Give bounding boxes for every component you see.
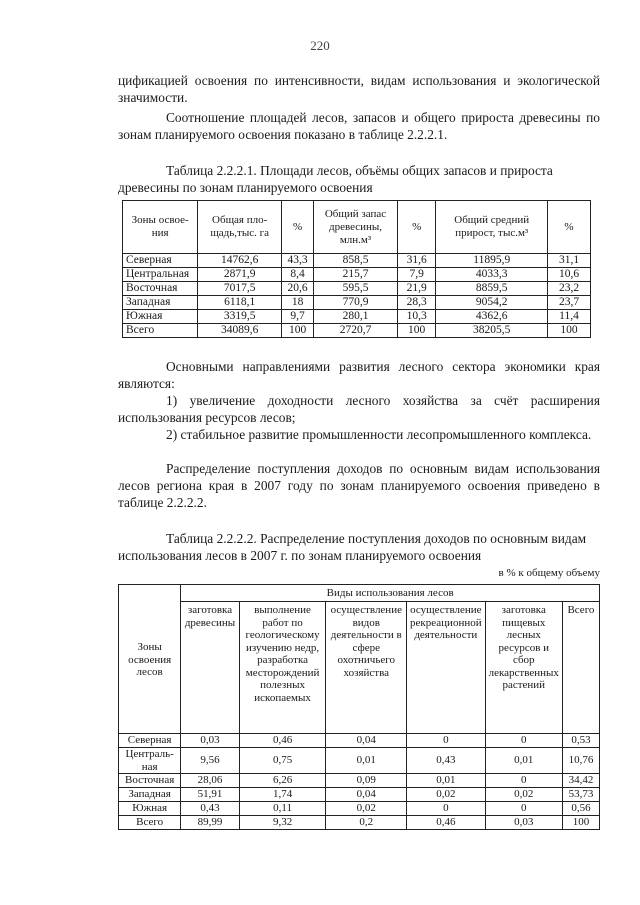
cell-growth_pct: 11,4 (548, 310, 591, 324)
cell-stock_pct: 7,9 (397, 268, 436, 282)
cell-c1: 9,56 (181, 748, 239, 774)
cell-c2: 9,32 (239, 816, 326, 830)
header-food-resources: заготовка пищевых лесных ресурсов и сбор лекарственных растений (485, 602, 562, 734)
table-row (123, 324, 591, 338)
table-row (123, 310, 591, 324)
cell-c1: 51,91 (181, 788, 239, 802)
cell-c1: 0,03 (181, 734, 239, 748)
header-zone: Зоны освоения лесов (119, 585, 181, 734)
cell-c2: 6,26 (239, 774, 326, 788)
header-zone: Зоны освое-ния (123, 201, 198, 254)
paragraph-ratio: Соотношение площадей лесов, запасов и общего прироста древесины по зонам планируемого освоения показано в таблице 2.2.2.1. (118, 110, 600, 142)
cell-zone: Централь-ная (119, 748, 181, 774)
cell-growth: 8859,5 (436, 282, 548, 296)
cell-area: 3319,5 (198, 310, 282, 324)
cell-growth: 11895,9 (436, 254, 548, 268)
cell-c4: 0,02 (407, 788, 486, 802)
cell-area_pct: 18 (282, 296, 314, 310)
header-area: Общая пло-щадь,тыс. га (198, 201, 282, 254)
cell-c4: 0,01 (407, 774, 486, 788)
cell-c3: 0,04 (326, 788, 407, 802)
cell-stock: 2720,7 (314, 324, 398, 338)
table-header-group-row (119, 585, 600, 602)
cell-c2: 0,11 (239, 802, 326, 816)
cell-c1: 28,06 (181, 774, 239, 788)
cell-c5: 0 (485, 734, 562, 748)
table-row (119, 788, 600, 802)
cell-growth_pct: 23,2 (548, 282, 591, 296)
cell-stock_pct: 31,6 (397, 254, 436, 268)
table-header-row (123, 201, 591, 254)
table-row (123, 282, 591, 296)
cell-c6: 100 (562, 816, 599, 830)
cell-zone: Северная (123, 254, 198, 268)
table-row (123, 268, 591, 282)
cell-c4: 0,46 (407, 816, 486, 830)
header-timber: заготовка древесины (181, 602, 239, 734)
cell-zone: Центральная (123, 268, 198, 282)
cell-area: 34089,6 (198, 324, 282, 338)
header-area-pct: % (282, 201, 314, 254)
cell-c3: 0,02 (326, 802, 407, 816)
header-geology: выполнение работ по геологическому изучению недр, разработка месторождений полезных ископаемых (239, 602, 326, 734)
header-stock: Общий запас древесины, млн.м³ (314, 201, 398, 254)
cell-growth_pct: 31,1 (548, 254, 591, 268)
paragraph-intro: цификацией освоения по интенсивности, видам использования и экологической значимости. (118, 73, 600, 105)
cell-c5: 0,01 (485, 748, 562, 774)
page-number: 220 (310, 38, 330, 53)
cell-c3: 0,01 (326, 748, 407, 774)
cell-c5: 0,03 (485, 816, 562, 830)
cell-zone: Всего (119, 816, 181, 830)
cell-zone: Северная (119, 734, 181, 748)
cell-zone: Восточная (123, 282, 198, 296)
cell-c1: 89,99 (181, 816, 239, 830)
header-usage-types: Виды использования лесов (181, 585, 600, 602)
cell-c6: 10,76 (562, 748, 599, 774)
cell-zone: Южная (123, 310, 198, 324)
cell-c3: 0,09 (326, 774, 407, 788)
cell-area_pct: 100 (282, 324, 314, 338)
cell-growth: 4033,3 (436, 268, 548, 282)
cell-area: 2871,9 (198, 268, 282, 282)
cell-stock: 595,5 (314, 282, 398, 296)
paragraph-directions: Основными направлениями развития лесного сектора экономики края являются: (118, 359, 600, 391)
cell-zone: Западная (119, 788, 181, 802)
cell-c2: 1,74 (239, 788, 326, 802)
cell-zone: Восточная (119, 774, 181, 788)
header-growth: Общий средний прирост, тыс.м³ (436, 201, 548, 254)
cell-zone: Западная (123, 296, 198, 310)
cell-c5: 0,02 (485, 788, 562, 802)
table-income-distribution (118, 584, 600, 830)
cell-stock_pct: 28,3 (397, 296, 436, 310)
header-growth-pct: % (548, 201, 591, 254)
cell-area_pct: 9,7 (282, 310, 314, 324)
table-forest-areas (122, 200, 591, 338)
table-header-row (119, 602, 600, 734)
cell-c4: 0,43 (407, 748, 486, 774)
table-row (123, 296, 591, 310)
table-row (123, 254, 591, 268)
cell-growth: 9054,2 (436, 296, 548, 310)
cell-stock: 858,5 (314, 254, 398, 268)
cell-c6: 34,42 (562, 774, 599, 788)
cell-zone: Южная (119, 802, 181, 816)
table-row (119, 774, 600, 788)
cell-c2: 0,46 (239, 734, 326, 748)
table-row (119, 748, 600, 774)
cell-stock_pct: 21,9 (397, 282, 436, 296)
cell-c5: 0 (485, 774, 562, 788)
header-stock-pct: % (397, 201, 436, 254)
cell-c5: 0 (485, 802, 562, 816)
cell-growth: 4362,6 (436, 310, 548, 324)
cell-stock: 280,1 (314, 310, 398, 324)
cell-growth: 38205,5 (436, 324, 548, 338)
cell-c6: 53,73 (562, 788, 599, 802)
cell-growth_pct: 23,7 (548, 296, 591, 310)
table1-caption: Таблица 2.2.2.1. Площади лесов, объёмы общих запасов и прироста древесины по зонам планируемого освоения (118, 163, 553, 195)
cell-c2: 0,75 (239, 748, 326, 774)
table-row (119, 802, 600, 816)
cell-stock: 215,7 (314, 268, 398, 282)
table2-caption: Таблица 2.2.2.2. Распределение поступления доходов по основным видам использования лесов в 2007 г. по зонам планируемого освоения (118, 531, 587, 563)
cell-zone: Всего (123, 324, 198, 338)
cell-area: 7017,5 (198, 282, 282, 296)
cell-stock: 770,9 (314, 296, 398, 310)
cell-stock_pct: 10,3 (397, 310, 436, 324)
cell-c6: 0,56 (562, 802, 599, 816)
cell-growth_pct: 10,6 (548, 268, 591, 282)
paragraph-item-2: 2) стабильное развитие промышленности лесопромышленного комплекса. (166, 427, 592, 442)
cell-area_pct: 8,4 (282, 268, 314, 282)
paragraph-distribution: Распределение поступления доходов по основным видам использования лесов региона края в 2007 году по зонам планируемого освоения приведено в таблице 2.2.2.2. (118, 461, 600, 510)
cell-growth_pct: 100 (548, 324, 591, 338)
header-hunting: осуществление видов деятельности в сфере охотничьего хозяйства (326, 602, 407, 734)
header-recreation: осуществление рекреационной деятельности (407, 602, 486, 734)
table-row (119, 734, 600, 748)
cell-area_pct: 20,6 (282, 282, 314, 296)
cell-c1: 0,43 (181, 802, 239, 816)
cell-c3: 0,2 (326, 816, 407, 830)
cell-area: 6118,1 (198, 296, 282, 310)
cell-c4: 0 (407, 802, 486, 816)
cell-c3: 0,04 (326, 734, 407, 748)
cell-stock_pct: 100 (397, 324, 436, 338)
cell-c6: 0,53 (562, 734, 599, 748)
table2-unit-note: в % к общему объему (498, 567, 600, 579)
paragraph-item-1: 1) увеличение доходности лесного хозяйства за счёт расширения использования ресурсов лесов; (118, 393, 600, 425)
table-row (119, 816, 600, 830)
cell-area_pct: 43,3 (282, 254, 314, 268)
header-total: Всего (562, 602, 599, 734)
cell-c4: 0 (407, 734, 486, 748)
cell-area: 14762,6 (198, 254, 282, 268)
